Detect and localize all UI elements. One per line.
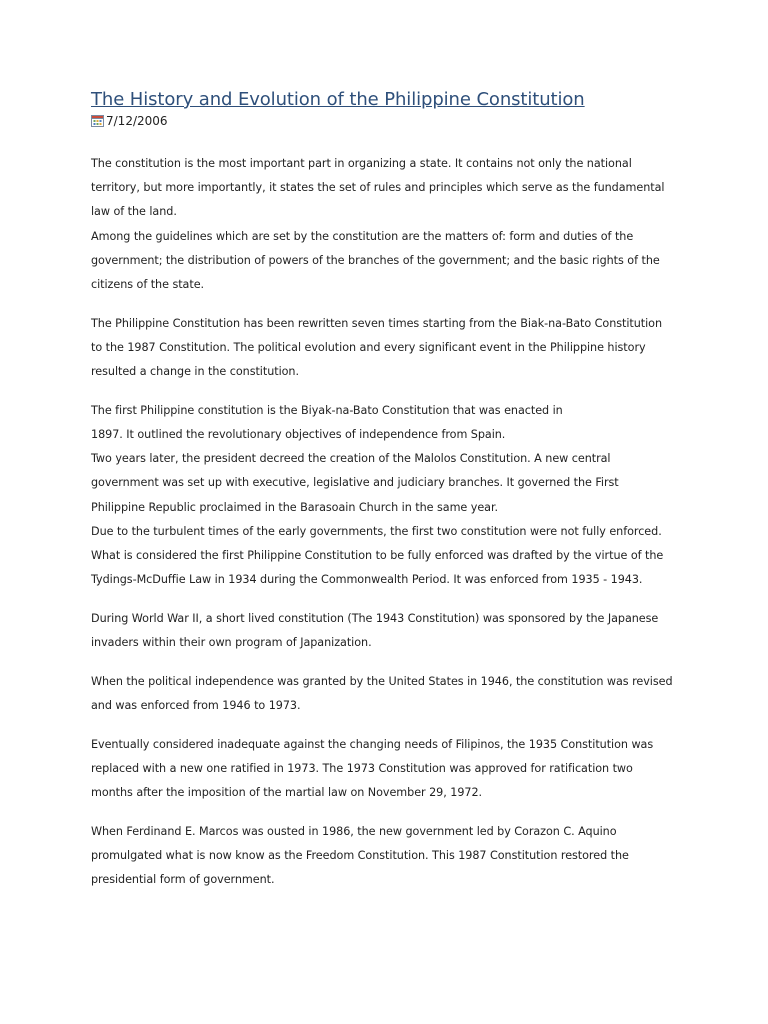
text-line: presidential form of government. [91, 873, 275, 887]
text-line: When the political independence was granted by the United States in 1946, the constitution was revised [91, 674, 673, 688]
page-title[interactable]: The History and Evolution of the Philippine Constitution [91, 89, 585, 110]
paragraph [91, 312, 691, 385]
text-line: Philippine Republic proclaimed in the Barasoain Church in the same year. [91, 500, 498, 514]
text-line: The Philippine Constitution has been rewritten seven times starting from the Biak-na-Bato Constitution [91, 316, 663, 330]
text-line: 1897. It outlined the revolutionary objectives of independence from Spain. [91, 428, 506, 442]
text-line: and was enforced from 1946 to 1973. [91, 699, 301, 713]
text-line: During World War II, a short lived constitution (The 1943 Constitution) was sponsored by the Japanese [91, 611, 659, 625]
paragraph [91, 152, 691, 297]
paragraph [91, 820, 691, 893]
text-line: What is considered the first Philippine Constitution to be fully enforced was drafted by the virtue of the [91, 549, 664, 563]
text-line: When Ferdinand E. Marcos was ousted in 1986, the new government led by Corazon C. Aquino [91, 824, 617, 838]
text-line: replaced with a new one ratified in 1973. The 1973 Constitution was approved for ratification two [91, 761, 633, 775]
paragraph [91, 399, 691, 593]
paragraph [91, 670, 691, 718]
text-line: Among the guidelines which are set by the constitution are the matters of: form and duties of the [91, 229, 634, 243]
text-line: invaders within their own program of Japanization. [91, 636, 372, 650]
text-line: The constitution is the most important part in organizing a state. It contains not only the national [91, 157, 632, 170]
text-line: to the 1987 Constitution. The political evolution and every significant event in the Philippine history [91, 340, 646, 354]
text-line: promulgated what is now know as the Freedom Constitution. This 1987 Constitution restored the [91, 849, 629, 863]
text-line: territory, but more importantly, it states the set of rules and principles which serve as the fundamental [91, 181, 665, 195]
paragraph [91, 733, 691, 806]
calendar-icon [91, 114, 104, 127]
text-line: citizens of the state. [91, 278, 205, 292]
article-body [91, 152, 691, 892]
text-line: law of the land. [91, 205, 177, 219]
post-date: 7/12/2006 [106, 114, 168, 128]
text-line: government; the distribution of powers of the branches of the government; and the basic rights of the [91, 253, 660, 267]
text-line: Due to the turbulent times of the early governments, the first two constitution were not fully enforced. [91, 524, 662, 538]
text-line: Tydings-McDuffie Law in 1934 during the Commonwealth Period. It was enforced from 1935 - 1943. [91, 573, 643, 587]
post-date-row [91, 112, 691, 130]
text-line: Two years later, the president decreed the creation of the Malolos Constitution. A new central [91, 452, 611, 466]
text-line: resulted a change in the constitution. [91, 365, 299, 379]
text-line: months after the imposition of the martial law on November 29, 1972. [91, 786, 483, 800]
document-page [91, 88, 691, 907]
text-line: government was set up with executive, legislative and judiciary branches. It governed the First [91, 476, 619, 490]
text-line: The first Philippine constitution is the Biyak-na-Bato Constitution that was enacted in [91, 403, 563, 417]
text-line: Eventually considered inadequate against the changing needs of Filipinos, the 1935 Constitution was [91, 737, 654, 751]
paragraph [91, 607, 691, 655]
